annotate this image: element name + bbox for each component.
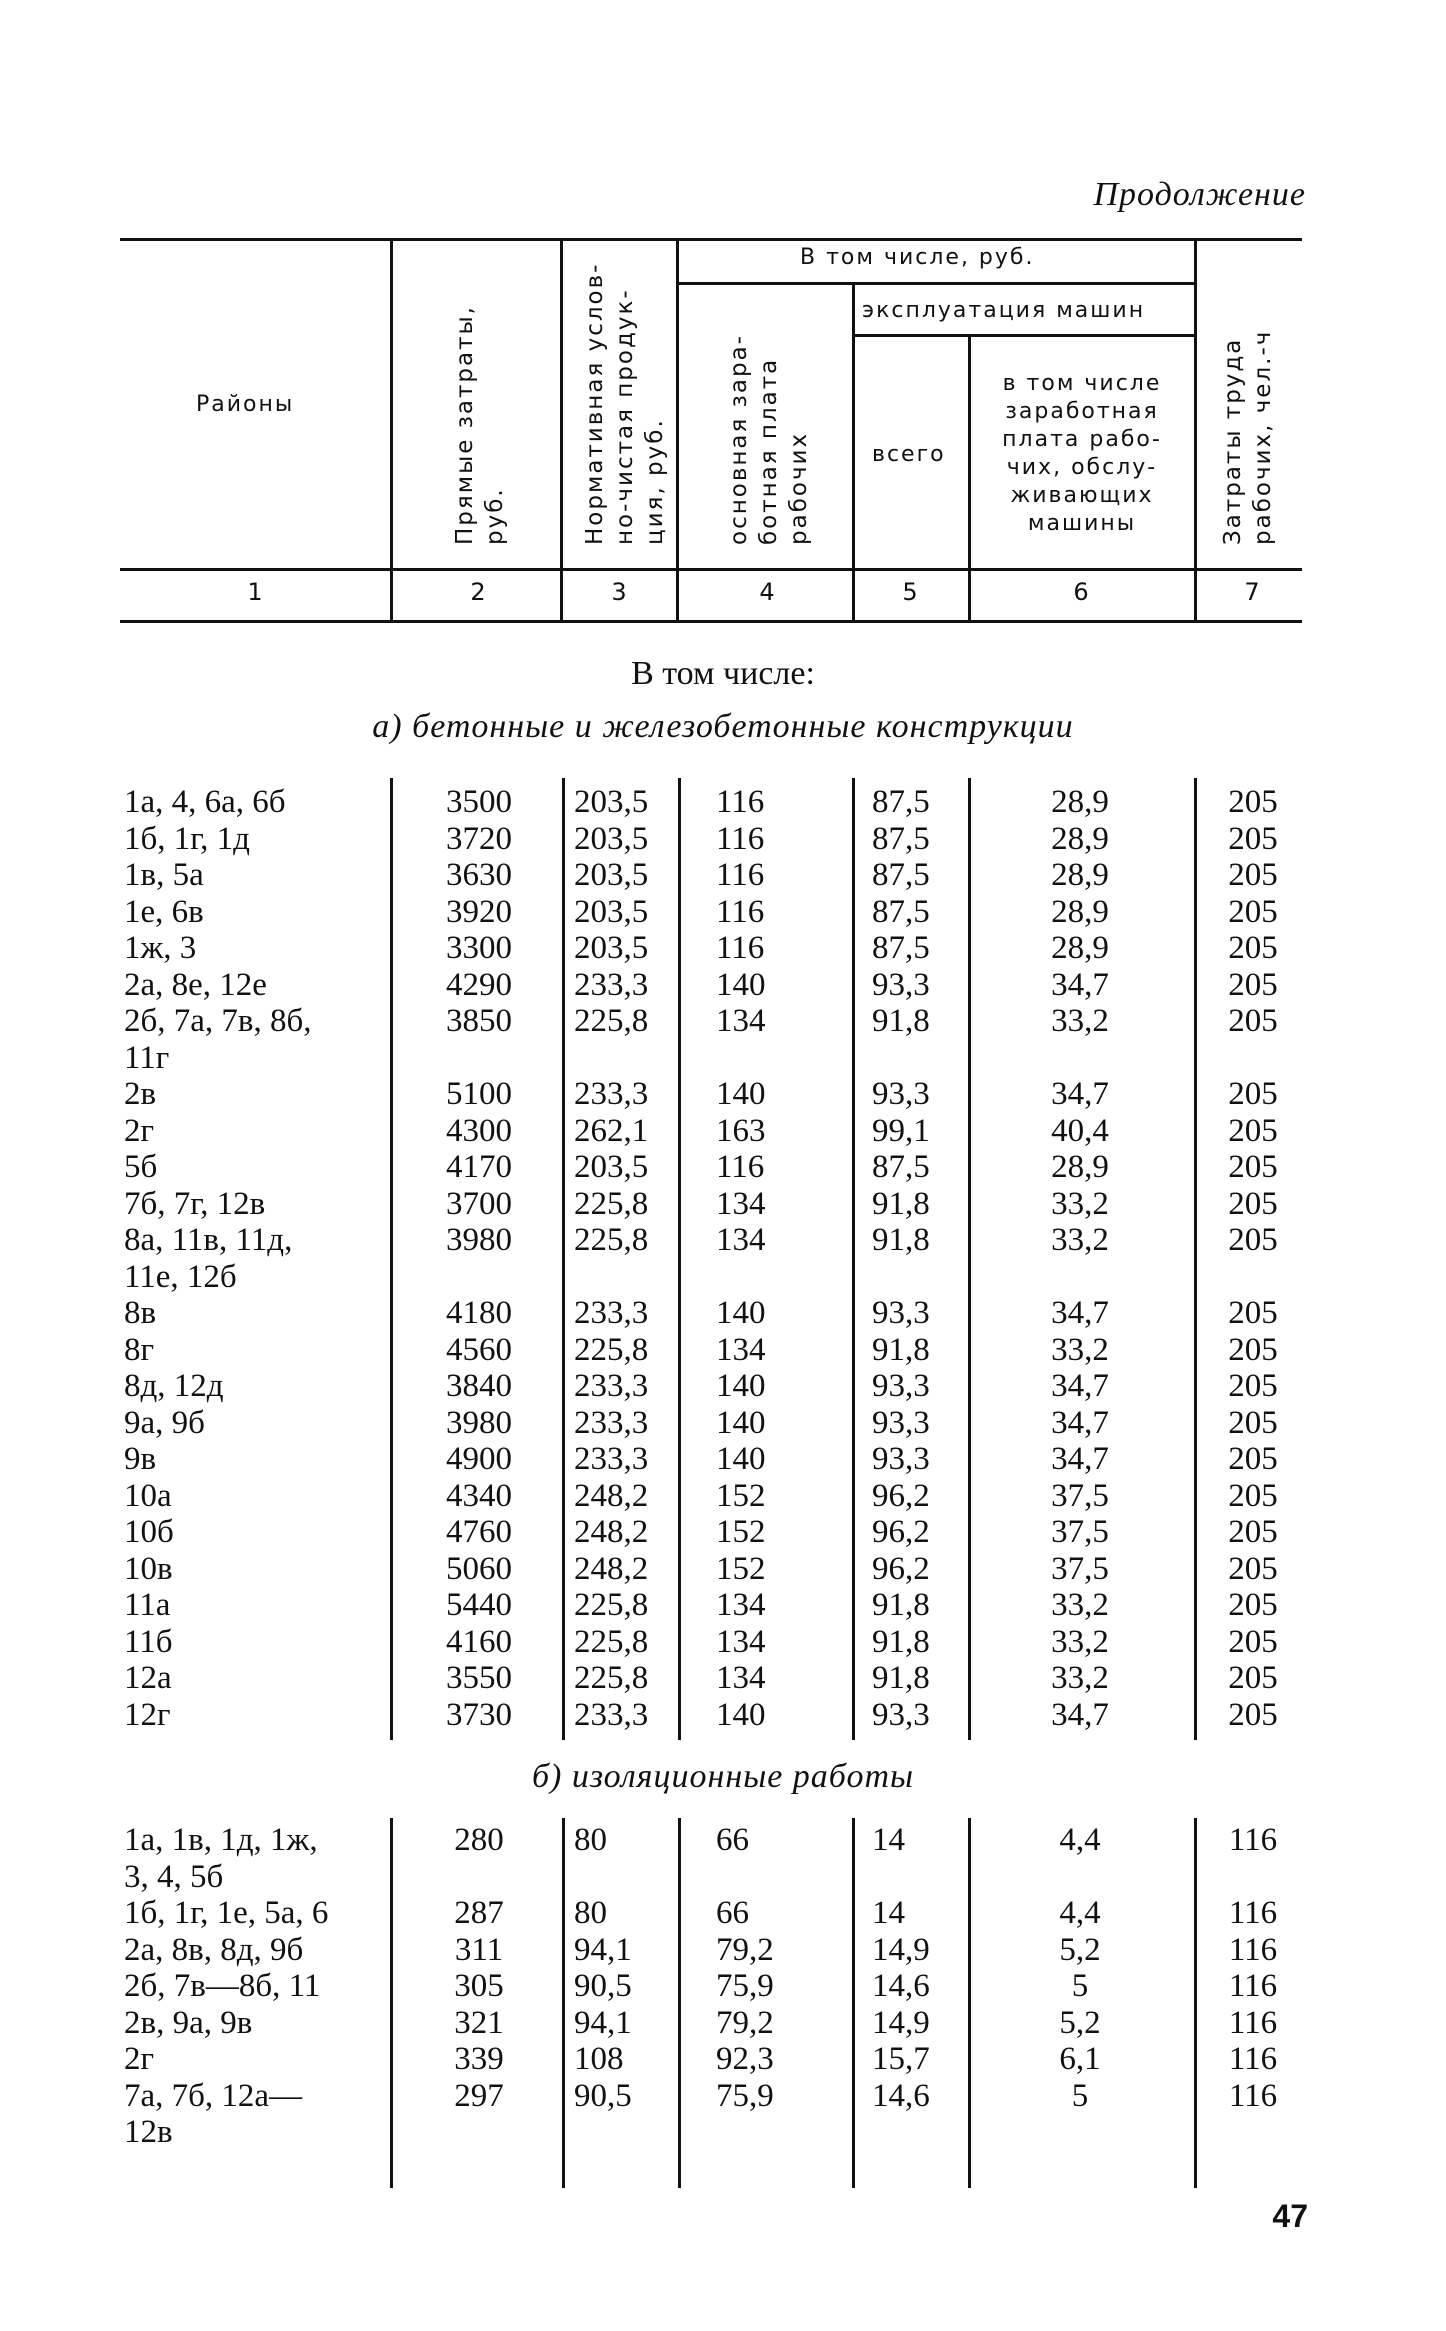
table-cell-c3: 233,3 <box>574 1368 649 1404</box>
table-cell-c4: 152 <box>716 1514 766 1550</box>
table-cell-c7: 205 <box>1228 857 1278 893</box>
table-cell-c7: 205 <box>1228 1003 1278 1039</box>
region-label-line: 2г <box>124 2041 155 2077</box>
table-cell-c6: 33,2 <box>1051 1623 1109 1660</box>
table-cell-c7: 205 <box>1228 1514 1278 1550</box>
section-b-title: б) изоляционные работы <box>531 1758 915 1795</box>
region-label <box>124 1932 303 1969</box>
table-cell-c2: 4300 <box>446 1112 512 1149</box>
table-cell-c3: 203,5 <box>574 893 649 930</box>
region-label-line: 1в, 5а <box>124 857 204 893</box>
region-label <box>124 1295 156 1332</box>
table-cell-c4: 163 <box>716 1112 766 1149</box>
table-cell-c7: 205 <box>1228 1660 1278 1696</box>
table-cell-c7: 205 <box>1228 1149 1278 1185</box>
table-cell-c4: 116 <box>716 930 765 966</box>
table-cell-c3: 225,8 <box>574 1185 649 1222</box>
table-cell-c4: 140 <box>716 1368 766 1404</box>
table-cell-c5: 14,9 <box>872 1931 930 1968</box>
table-cell-c4: 140 <box>716 1441 766 1477</box>
header-top-rule <box>120 238 1302 241</box>
table-cell-c4: 66 <box>716 1895 749 1931</box>
region-label-line: 8в <box>124 1295 157 1331</box>
table-cell-c2: 4180 <box>446 1295 512 1331</box>
table-cell-c3: 203,5 <box>574 857 649 893</box>
region-label-line: 8г <box>124 1331 155 1368</box>
table-cell-c7: 205 <box>1228 784 1278 820</box>
region-label-line: 2в <box>124 1076 157 1112</box>
column-number-5: 5 <box>902 578 918 606</box>
table-cell-c6: 33,2 <box>1051 1222 1109 1258</box>
region-label-line: 1б, 1г, 1д <box>124 820 250 857</box>
table-cell-c7: 116 <box>1228 1895 1278 1931</box>
table-cell-c7: 205 <box>1228 1185 1278 1222</box>
table-cell-c2: 4290 <box>446 966 512 1003</box>
table-cell-c5: 93,3 <box>872 1696 930 1733</box>
table-cell-c2: 3730 <box>446 1696 512 1733</box>
table-cell-c3: 80 <box>574 1895 607 1931</box>
region-label <box>124 1368 224 1405</box>
table-cell-c6: 28,9 <box>1051 784 1109 820</box>
region-label <box>124 784 286 821</box>
table-cell-c3: 203,5 <box>574 820 649 857</box>
table-cell-c5: 15,7 <box>872 2041 930 2077</box>
table-cell-c7: 205 <box>1228 1404 1278 1441</box>
table-cell-c6: 5 <box>1071 2077 1089 2114</box>
table-cell-c3: 225,8 <box>574 1331 649 1368</box>
table-cell-c5: 91,8 <box>872 1331 930 1368</box>
table-cell-c4: 152 <box>716 1477 766 1514</box>
table-cell-c2: 305 <box>454 1968 504 2004</box>
table-cell-c2: 321 <box>454 2004 504 2041</box>
table-cell-c2: 4560 <box>446 1331 512 1368</box>
table-cell-c4: 152 <box>716 1550 766 1587</box>
table-cell-c4: 75,9 <box>716 1968 774 2004</box>
region-label-line: 1е, 6в <box>124 893 204 930</box>
table-cell-c6: 28,9 <box>1051 820 1109 857</box>
table-cell-c5: 91,8 <box>872 1587 930 1623</box>
table-cell-c4: 134 <box>716 1331 766 1368</box>
table-cell-c2: 287 <box>454 1895 504 1931</box>
table-cell-c6: 37,5 <box>1051 1550 1109 1587</box>
table-cell-c5: 14 <box>872 1822 905 1858</box>
table-cell-c3: 90,5 <box>574 1968 632 2004</box>
table-cell-c6: 6,1 <box>1059 2041 1101 2077</box>
region-label <box>124 967 267 1004</box>
table-cell-c3: 262,1 <box>574 1112 649 1149</box>
table-cell-c6: 28,9 <box>1051 930 1109 966</box>
table-cell-c6: 34,7 <box>1051 1404 1109 1441</box>
section-intro: В том числе: <box>631 655 815 692</box>
table-cell-c4: 140 <box>716 1295 766 1331</box>
table-cell-c5: 91,8 <box>872 1222 930 1258</box>
table-cell-c2: 3700 <box>446 1185 512 1222</box>
region-label <box>124 930 196 967</box>
table-cell-c4: 134 <box>716 1660 766 1696</box>
table-cell-c2: 339 <box>454 2041 504 2077</box>
table-cell-c2: 4170 <box>446 1149 512 1185</box>
column-number-4: 4 <box>759 578 775 606</box>
header-vline-6 <box>1194 238 1197 620</box>
region-label-line: 2г <box>124 1112 155 1149</box>
table-cell-c3: 248,2 <box>574 1514 649 1550</box>
region-label-line: 12а <box>124 1660 172 1696</box>
table-cell-c2: 3630 <box>446 857 512 893</box>
region-label-line: 1ж, 3 <box>124 930 197 966</box>
table-cell-c6: 34,7 <box>1051 1368 1109 1404</box>
table-cell-c5: 87,5 <box>872 820 930 857</box>
table-cell-c5: 87,5 <box>872 893 930 930</box>
table-cell-c3: 233,3 <box>574 1404 649 1441</box>
region-label-line: 10б <box>124 1514 174 1550</box>
region-label-line: 1а, 1в, 1д, 1ж, <box>124 1822 318 1858</box>
table-cell-c4: 116 <box>716 1149 765 1185</box>
table-cell-c7: 205 <box>1228 1295 1278 1331</box>
region-label-line: 11е, 12б <box>124 1258 237 1295</box>
region-label-line: 2а, 8е, 12е <box>124 966 267 1003</box>
table-cell-c4: 79,2 <box>716 2004 774 2041</box>
table-cell-c7: 116 <box>1228 1822 1278 1858</box>
machine-ops-rule <box>854 334 1194 337</box>
table-cell-c5: 93,3 <box>872 1368 930 1404</box>
table-cell-c5: 14,9 <box>872 2004 930 2041</box>
region-label-line: 2б, 7в—8б, 11 <box>124 1968 321 2004</box>
table-cell-c5: 14,6 <box>872 1968 930 2004</box>
region-label <box>124 1660 172 1697</box>
table-cell-c6: 34,7 <box>1051 1076 1109 1112</box>
table-cell-c3: 225,8 <box>574 1003 649 1039</box>
total-header: всего <box>872 442 946 467</box>
table-cell-c5: 91,8 <box>872 1623 930 1660</box>
table-cell-c6: 33,2 <box>1051 1185 1109 1222</box>
table-cell-c2: 3300 <box>446 930 512 966</box>
table-cell-c7: 205 <box>1228 1477 1278 1514</box>
table-cell-c4: 140 <box>716 966 766 1003</box>
table-cell-c3: 203,5 <box>574 930 649 966</box>
continuation-label: Продолжение <box>1093 176 1306 213</box>
section-a-vline-3 <box>678 778 681 1740</box>
table-cell-c6: 4,4 <box>1059 1822 1101 1858</box>
table-cell-c3: 90,5 <box>574 2077 632 2114</box>
table-cell-c2: 4760 <box>446 1514 512 1550</box>
table-cell-c5: 93,3 <box>872 1295 930 1331</box>
table-cell-c6: 28,9 <box>1051 857 1109 893</box>
section-a-vline-2 <box>562 778 565 1740</box>
table-cell-c4: 79,2 <box>716 1931 774 1968</box>
table-cell-c2: 5100 <box>446 1076 512 1112</box>
wages-header: основная зара- ботная плата рабочих <box>726 334 812 545</box>
table-cell-c4: 116 <box>716 820 765 857</box>
table-cell-c4: 134 <box>716 1587 766 1623</box>
section-a-vline-1 <box>390 778 393 1740</box>
page-number: 47 <box>1272 2198 1308 2234</box>
including-header: В том числе, руб. <box>800 245 1035 270</box>
table-cell-c5: 99,1 <box>872 1112 930 1149</box>
header-vline-2 <box>560 238 563 620</box>
table-cell-c3: 233,3 <box>574 1441 649 1477</box>
table-cell-c3: 108 <box>574 2041 624 2077</box>
table-cell-c3: 248,2 <box>574 1477 649 1514</box>
table-cell-c5: 96,2 <box>872 1477 930 1514</box>
table-cell-c3: 248,2 <box>574 1550 649 1587</box>
table-cell-c5: 14 <box>872 1895 905 1931</box>
table-cell-c5: 91,8 <box>872 1660 930 1696</box>
column-number-1: 1 <box>247 578 263 606</box>
region-label <box>124 857 204 894</box>
header-bottom-rule <box>120 568 1302 571</box>
region-label <box>124 1587 170 1624</box>
table-cell-c3: 225,8 <box>574 1587 649 1623</box>
column-number-6: 6 <box>1073 578 1089 606</box>
table-cell-c5: 93,3 <box>872 1441 930 1477</box>
header-vline-1 <box>390 238 393 620</box>
region-label-line: 7а, 7б, 12а— <box>124 2077 303 2114</box>
table-cell-c7: 205 <box>1228 1076 1278 1112</box>
region-label-line: 10в <box>124 1550 173 1587</box>
table-cell-c7: 205 <box>1228 1587 1278 1623</box>
table-cell-c2: 3920 <box>446 893 512 930</box>
region-label <box>124 2078 302 2151</box>
table-cell-c5: 14,6 <box>872 2077 930 2114</box>
table-cell-c3: 225,8 <box>574 1222 649 1258</box>
table-cell-c3: 203,5 <box>574 1149 649 1185</box>
machine-wages-header: в том числе заработная плата рабо- чих, обслу- живающих машины <box>1002 371 1162 536</box>
table-cell-c5: 93,3 <box>872 966 930 1003</box>
table-cell-c3: 225,8 <box>574 1623 649 1660</box>
region-label <box>124 821 250 858</box>
region-label-line: 8д, 12д <box>124 1368 224 1404</box>
table-cell-c4: 116 <box>716 857 765 893</box>
table-cell-c6: 34,7 <box>1051 966 1109 1003</box>
table-cell-c6: 34,7 <box>1051 1295 1109 1331</box>
section-b-vline-2 <box>562 1818 565 2188</box>
table-cell-c4: 140 <box>716 1696 766 1733</box>
table-cell-c2: 3980 <box>446 1404 512 1441</box>
table-cell-c7: 205 <box>1228 1696 1278 1733</box>
region-label-line: 1б, 1г, 1е, 5а, 6 <box>124 1895 329 1931</box>
table-cell-c6: 37,5 <box>1051 1514 1109 1550</box>
region-label-line: 12в <box>124 2114 173 2150</box>
table-cell-c7: 205 <box>1228 820 1278 857</box>
table-cell-c2: 3720 <box>446 820 512 857</box>
region-label <box>124 1968 320 2005</box>
table-cell-c2: 3550 <box>446 1660 512 1696</box>
region-label-line: 2в, 9а, 9в <box>124 2004 253 2041</box>
region-label <box>124 1697 171 1734</box>
header-vline-4 <box>852 282 855 620</box>
table-cell-c6: 34,7 <box>1051 1696 1109 1733</box>
region-label <box>124 1551 173 1588</box>
table-cell-c2: 4340 <box>446 1477 512 1514</box>
table-cell-c6: 40,4 <box>1051 1112 1109 1149</box>
table-cell-c3: 94,1 <box>574 2004 632 2041</box>
header-vline-3 <box>676 238 679 620</box>
table-cell-c2: 5440 <box>446 1587 512 1623</box>
region-label-line: 2б, 7а, 7в, 8б, <box>124 1003 312 1039</box>
region-label-line: 11г <box>124 1039 170 1076</box>
column-number-2: 2 <box>470 578 486 606</box>
table-cell-c6: 34,7 <box>1051 1441 1109 1477</box>
table-cell-c7: 205 <box>1228 1112 1278 1149</box>
table-cell-c2: 4160 <box>446 1623 512 1660</box>
table-cell-c6: 5,2 <box>1059 2004 1101 2041</box>
table-cell-c4: 134 <box>716 1623 766 1660</box>
including-rule <box>676 282 1194 285</box>
table-cell-c5: 91,8 <box>872 1185 930 1222</box>
table-cell-c2: 3850 <box>446 1003 512 1039</box>
region-label-line: 5б <box>124 1149 158 1185</box>
table-cell-c3: 233,3 <box>574 1696 649 1733</box>
region-label <box>124 1186 265 1223</box>
labor-header: Затраты труда рабочих, чел.-ч <box>1220 329 1276 545</box>
table-cell-c3: 203,5 <box>574 784 649 820</box>
regions-header: Районы <box>196 392 295 417</box>
table-cell-c4: 66 <box>716 1822 749 1858</box>
table-cell-c7: 116 <box>1228 2041 1278 2077</box>
table-cell-c7: 205 <box>1228 1550 1278 1587</box>
table-cell-c6: 33,2 <box>1051 1331 1109 1368</box>
region-label-line: 1а, 4, 6а, 6б <box>124 784 286 820</box>
table-cell-c4: 116 <box>716 893 765 930</box>
table-cell-c3: 233,3 <box>574 1076 649 1112</box>
table-cell-c2: 3500 <box>446 784 512 820</box>
table-cell-c5: 96,2 <box>872 1550 930 1587</box>
table-cell-c7: 116 <box>1228 1968 1278 2004</box>
section-a-vline-4 <box>852 778 855 1740</box>
region-label-line: 8а, 11в, 11д, <box>124 1222 293 1258</box>
table-cell-c4: 134 <box>716 1185 766 1222</box>
table-cell-c4: 134 <box>716 1222 766 1258</box>
table-cell-c5: 87,5 <box>872 1149 930 1185</box>
table-cell-c7: 205 <box>1228 893 1278 930</box>
region-label <box>124 2005 252 2042</box>
region-label-line: 7б, 7г, 12в <box>124 1185 266 1222</box>
table-cell-c5: 91,8 <box>872 1003 930 1039</box>
region-label <box>124 1624 173 1661</box>
table-cell-c3: 233,3 <box>574 1295 649 1331</box>
table-cell-c4: 134 <box>716 1003 766 1039</box>
section-b-vline-6 <box>1194 1818 1197 2188</box>
table-cell-c6: 4,4 <box>1059 1895 1101 1931</box>
table-cell-c7: 116 <box>1228 2077 1278 2114</box>
table-cell-c7: 116 <box>1228 1931 1278 1968</box>
table-cell-c3: 94,1 <box>574 1931 632 1968</box>
direct-costs-header: Прямые затраты, руб. <box>452 305 508 545</box>
region-label-line: 3, 4, 5б <box>124 1858 224 1895</box>
table-cell-c6: 33,2 <box>1051 1660 1109 1696</box>
table-cell-c3: 233,3 <box>574 966 649 1003</box>
region-label <box>124 1149 157 1186</box>
table-cell-c4: 75,9 <box>716 2077 774 2114</box>
normative-header: Нормативная услов- но-чистая продук- ция, руб. <box>582 262 668 545</box>
table-cell-c5: 93,3 <box>872 1076 930 1112</box>
table-cell-c6: 5 <box>1071 1968 1089 2004</box>
table-cell-c2: 3980 <box>446 1222 512 1258</box>
region-label-line: 9а, 9б <box>124 1404 205 1441</box>
region-label-line: 2а, 8в, 8д, 9б <box>124 1931 304 1968</box>
section-a-vline-6 <box>1194 778 1197 1740</box>
table-cell-c6: 28,9 <box>1051 1149 1109 1185</box>
header-vline-5 <box>968 334 971 620</box>
table-cell-c4: 140 <box>716 1076 766 1112</box>
region-label-line: 10а <box>124 1477 172 1514</box>
table-cell-c2: 4900 <box>446 1441 512 1477</box>
region-label-line: 12г <box>124 1696 171 1733</box>
table-cell-c7: 116 <box>1228 2004 1278 2041</box>
region-label <box>124 1332 154 1369</box>
table-cell-c2: 297 <box>454 2077 504 2114</box>
section-b-vline-1 <box>390 1818 393 2188</box>
region-label <box>124 2041 154 2078</box>
section-b-vline-4 <box>852 1818 855 2188</box>
region-label <box>124 1113 154 1150</box>
table-cell-c7: 205 <box>1228 930 1278 966</box>
table-cell-c3: 80 <box>574 1822 607 1858</box>
table-cell-c6: 37,5 <box>1051 1477 1109 1514</box>
region-label <box>124 894 204 931</box>
region-label-line: 9в <box>124 1441 157 1477</box>
table-cell-c3: 225,8 <box>574 1660 649 1696</box>
region-label <box>124 1895 328 1932</box>
table-cell-c7: 205 <box>1228 966 1278 1003</box>
region-label <box>124 1003 312 1076</box>
table-cell-c5: 87,5 <box>872 930 930 966</box>
table-cell-c5: 93,3 <box>872 1404 930 1441</box>
table-cell-c4: 92,3 <box>716 2041 774 2077</box>
machine-ops-header: эксплуатация машин <box>862 298 1146 323</box>
region-label <box>124 1405 205 1442</box>
table-cell-c7: 205 <box>1228 1623 1278 1660</box>
column-number-3: 3 <box>611 578 627 606</box>
table-cell-c7: 205 <box>1228 1441 1278 1477</box>
region-label <box>124 1222 292 1295</box>
section-a-title: а) бетонные и железобетонные конструкции <box>372 708 1074 745</box>
region-label <box>124 1441 156 1478</box>
table-cell-c4: 116 <box>716 784 765 820</box>
section-b-vline-5 <box>968 1818 971 2188</box>
table-cell-c5: 87,5 <box>872 857 930 893</box>
table-cell-c5: 96,2 <box>872 1514 930 1550</box>
table-cell-c6: 5,2 <box>1059 1931 1101 1968</box>
region-label-line: 11б <box>124 1623 173 1660</box>
table-cell-c2: 5060 <box>446 1550 512 1587</box>
table-cell-c2: 311 <box>454 1931 504 1968</box>
table-cell-c4: 140 <box>716 1404 766 1441</box>
column-numbers-rule <box>120 620 1302 623</box>
region-label-line: 11а <box>124 1587 171 1623</box>
table-cell-c2: 280 <box>454 1822 504 1858</box>
table-cell-c5: 87,5 <box>872 784 930 820</box>
table-cell-c7: 205 <box>1228 1331 1278 1368</box>
table-cell-c6: 28,9 <box>1051 893 1109 930</box>
table-cell-c7: 205 <box>1228 1222 1278 1258</box>
section-b-vline-3 <box>678 1818 681 2188</box>
table-cell-c7: 205 <box>1228 1368 1278 1404</box>
section-a-vline-5 <box>968 778 971 1740</box>
table-cell-c2: 3840 <box>446 1368 512 1404</box>
table-cell-c6: 33,2 <box>1051 1003 1109 1039</box>
region-label <box>124 1822 318 1895</box>
region-label <box>124 1076 156 1113</box>
table-cell-c6: 33,2 <box>1051 1587 1109 1623</box>
region-label <box>124 1514 174 1551</box>
region-label <box>124 1478 172 1515</box>
column-number-7: 7 <box>1244 578 1260 606</box>
